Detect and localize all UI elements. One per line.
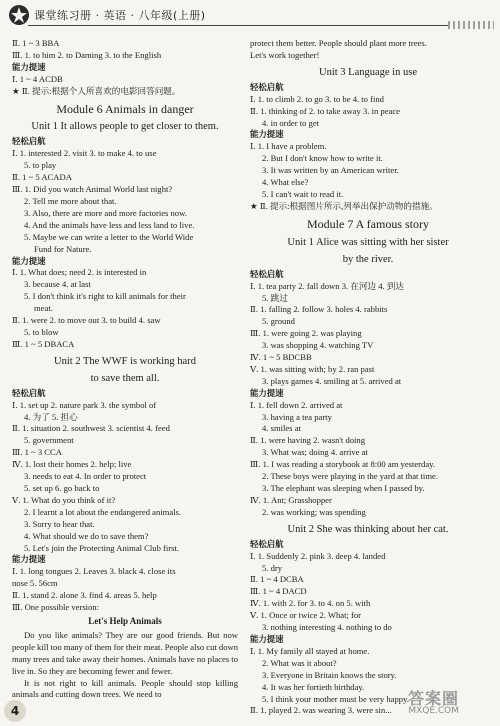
- module-title: Module 6 Animals in danger: [56, 101, 194, 116]
- answer-line: 3. nothing interesting 4. nothing to do: [262, 622, 392, 633]
- answer-line: Ⅱ. 1. played 2. was wearing 3. were sin...: [250, 705, 392, 716]
- section-heading: 轻松启航: [12, 387, 46, 398]
- answer-line: Ⅱ. 1 ~ 4 DCBA: [250, 574, 304, 585]
- answer-line: 4. It was her fortieth birthday.: [262, 681, 365, 692]
- answer-line: meat.: [34, 303, 53, 314]
- answer-line: nose 5. 56cm: [12, 578, 58, 589]
- answer-line: 3. It was written by an American writer.: [262, 165, 399, 176]
- unit-title: Unit 1 Alice was sitting with her sister: [287, 236, 449, 248]
- answer-line: Ⅱ. 1. were having 2. wasn't doing: [250, 435, 366, 446]
- answer-line: Ⅴ. 1. What do you think of it?: [12, 494, 116, 505]
- answer-line: Ⅲ. 1. to him 2. to Daming 3. to the English: [12, 49, 162, 60]
- answer-line: 3. was shopping 4. watching TV: [262, 340, 374, 351]
- answer-line: 5. ground: [262, 316, 295, 327]
- answer-line: Ⅰ. 1 ~ 4 ACDB: [12, 73, 63, 84]
- answer-line: 5. I can't wait to read it.: [262, 188, 344, 199]
- answer-line: 3. The elephant was sleeping when I passed by.: [262, 483, 425, 493]
- answer-line: Ⅰ. 1. Suddenly 2. pink 3. deep 4. landed: [250, 550, 386, 561]
- page-number: 4: [4, 700, 26, 722]
- watermark: [408, 689, 460, 718]
- section-heading: 轻松启航: [250, 268, 284, 279]
- answer-line: Ⅳ. 1. lost their homes 2. help; live: [12, 459, 132, 470]
- section-heading: 能力提速: [250, 129, 284, 140]
- answer-line: Ⅱ. 1. situation 2. southwest 3. scientist 4. feed: [12, 423, 170, 434]
- answer-line: Ⅲ. 1 ~ 3 CCA: [12, 447, 62, 458]
- answer-line: Ⅳ. 1. with 2. for 3. to 4. on 5. with: [250, 598, 371, 609]
- unit-title: Unit 2 She was thinking about her cat.: [287, 523, 449, 535]
- section-heading: 能力提速: [250, 387, 284, 398]
- answer-line: Ⅲ. 1. I was reading a storybook at 8:00 am yesterday.: [250, 459, 436, 470]
- answer-line: Ⅲ. 1. Did you watch Animal World last night?: [12, 184, 173, 195]
- answer-line: Ⅲ. 1 ~ 5 DBACA: [12, 338, 75, 349]
- answer-line: 5. to blow: [24, 326, 59, 337]
- answer-line: 2. I learnt a lot about the endangered animals.: [24, 506, 182, 517]
- answer-line: Ⅴ. 1. was sitting with; by 2. ran past: [250, 363, 375, 374]
- answer-line: 5. I think your mother must be very happy.: [262, 693, 409, 704]
- section-heading: 轻松启航: [250, 538, 284, 549]
- answer-line: Ⅰ. 1. I have a problem.: [250, 141, 327, 152]
- header-dots: [448, 21, 494, 29]
- answer-line: Ⅰ. 1. interested 2. visit 3. to make 4. to use: [12, 148, 157, 159]
- answer-line: 4. What else?: [262, 177, 309, 188]
- answer-line: Ⅰ. 1. to climb 2. to go 3. to be 4. to find: [250, 93, 384, 104]
- unit-title: Unit 1 It allows people to get closer to them.: [31, 121, 219, 133]
- answer-line: Ⅰ. 1. tea party 2. fall down 3. 在河边 4. 到达: [250, 280, 404, 291]
- answer-line: 5. Maybe we can write a letter to the World Wide: [24, 231, 194, 242]
- answer-line: 5. I don't think it's right to kill animals for their: [24, 291, 186, 302]
- unit-title: Unit 3 Language in use: [319, 66, 417, 78]
- answer-line: Ⅱ. 1 ~ 5 ACADA: [12, 172, 72, 183]
- header-rule: [28, 25, 448, 26]
- essay-title: Let's Help Animals: [88, 615, 162, 626]
- answer-line: 5. 跳过: [262, 292, 288, 303]
- essay-paragraph: It is not right to kill animals. People should stop killing animals and cutting down trees. We need to: [12, 677, 238, 700]
- answer-line: Ⅲ. One possible version:: [12, 602, 100, 613]
- answer-line: 3. Sorry to hear that.: [24, 518, 95, 529]
- header-title: 课堂练习册 · 英语 · 八年级(上册): [34, 9, 206, 22]
- answer-line: 5. set up 6. go back to: [24, 483, 100, 493]
- watermark-logo-text: 答案圈: [408, 689, 460, 708]
- section-heading: 能力提速: [12, 61, 46, 72]
- answer-line: Ⅱ. 1. falling 2. follow 3. holes 4. rabbits: [250, 304, 388, 315]
- answer-line: 3. What was; doing 4. arrive at: [262, 447, 368, 458]
- answer-line: 3. having a tea party: [262, 411, 332, 422]
- answer-line: Ⅳ. 1 ~ 5 BDCBB: [250, 352, 312, 363]
- unit-title: by the river.: [342, 253, 394, 265]
- watermark-url: MXQE.COM: [408, 706, 460, 716]
- answer-line: Ⅴ. 1. Once or twice 2. What; for: [250, 610, 362, 621]
- section-heading: 能力提速: [12, 554, 46, 565]
- answer-line: protect them better. People should plant more trees.: [250, 38, 427, 48]
- answer-line: 2. was working; was spending: [262, 506, 366, 517]
- answer-line: 3. because 4. at last: [24, 279, 91, 290]
- answer-line: Ⅱ. 1. thinking of 2. to take away 3. in peace: [250, 105, 400, 116]
- answer-line: 3. Also, there are more and more factories now.: [24, 207, 187, 218]
- answer-line: 5. to play: [24, 160, 57, 171]
- answer-line: 4. smiles at: [262, 423, 301, 434]
- answer-line: Ⅳ. 1. Ant; Grasshopper: [250, 494, 332, 505]
- answer-line: 3. needs to eat 4. In order to protect: [24, 471, 147, 482]
- section-heading: 能力提速: [250, 633, 284, 644]
- answer-line: Ⅲ. 1 ~ 4 DACD: [250, 586, 307, 597]
- answer-line: 3. Everyone in Britain knows the story.: [262, 669, 397, 680]
- answer-line: 4. 为了 5. 担心: [24, 411, 78, 422]
- star-badge-icon: [8, 4, 30, 26]
- unit-title: Unit 2 The WWF is working hard: [54, 355, 196, 367]
- module-title: Module 7 A famous story: [307, 216, 429, 231]
- answer-line: 4. in order to get: [262, 117, 320, 128]
- answer-line: 2. But I don't know how to write it.: [262, 153, 383, 164]
- answer-line: Ⅱ. 1. were 2. to move out 3. to build 4. saw: [12, 315, 161, 326]
- answer-line: ★ Ⅱ. 提示:根据图片所示,列举出保护动物的措施。: [250, 200, 438, 211]
- answer-line: 5. dry: [262, 562, 283, 573]
- answer-line: 2. What was it about?: [262, 657, 337, 668]
- answer-line: Ⅰ. 1. fell down 2. arrived at: [250, 399, 343, 410]
- answer-line: Let's work together!: [250, 49, 320, 60]
- answer-line: Ⅱ. 1 ~ 3 BBA: [12, 38, 60, 48]
- answer-line: 4. And the animals have less and less land to live.: [24, 219, 195, 230]
- answer-line: Ⅰ. 1. What does; need 2. is interested in: [12, 267, 147, 278]
- answer-line: 2. These boys were playing in the yard at that time.: [262, 471, 438, 482]
- right-column: [250, 38, 486, 717]
- section-heading: 能力提速: [12, 255, 46, 266]
- answer-line: Ⅲ. 1. were going 2. was playing: [250, 328, 362, 339]
- section-heading: 轻松启航: [12, 136, 46, 147]
- page-header: [0, 0, 500, 30]
- answer-line: 3. plays games 4. smiling at 5. arrived at: [262, 375, 402, 386]
- unit-title: to save them all.: [90, 372, 160, 384]
- answer-line: Ⅰ. 1. My family all stayed at home.: [250, 645, 370, 656]
- answer-line: Ⅰ. 1. long tongues 2. Leaves 3. black 4. close its: [12, 566, 176, 577]
- answer-line: 5. Let's join the Protecting Animal Club first.: [24, 542, 180, 553]
- essay-paragraph: Do you like animals? They are our good friends. But now people kill too many of them for their meat. People also cut down many trees and take away their homes. Animals have no places to live in. So they are becoming fewer and fewer.: [12, 629, 239, 676]
- answer-line: Fund for Nature.: [34, 243, 92, 254]
- answer-line: Ⅱ. 1. stand 2. alone 3. find 4. areas 5. help: [12, 590, 157, 601]
- section-heading: 轻松启航: [250, 81, 284, 92]
- answer-line: Ⅰ. 1. set up 2. nature park 3. the symbol of: [12, 399, 157, 410]
- answer-line: 2. Tell me more about that.: [24, 195, 117, 206]
- answer-line: ★ Ⅱ. 提示:根据个人所喜欢的电影回答问题。: [12, 85, 181, 96]
- answer-line: 5. government: [24, 435, 74, 446]
- left-column: [12, 38, 238, 701]
- answer-line: 4. What should we do to save them?: [24, 530, 149, 541]
